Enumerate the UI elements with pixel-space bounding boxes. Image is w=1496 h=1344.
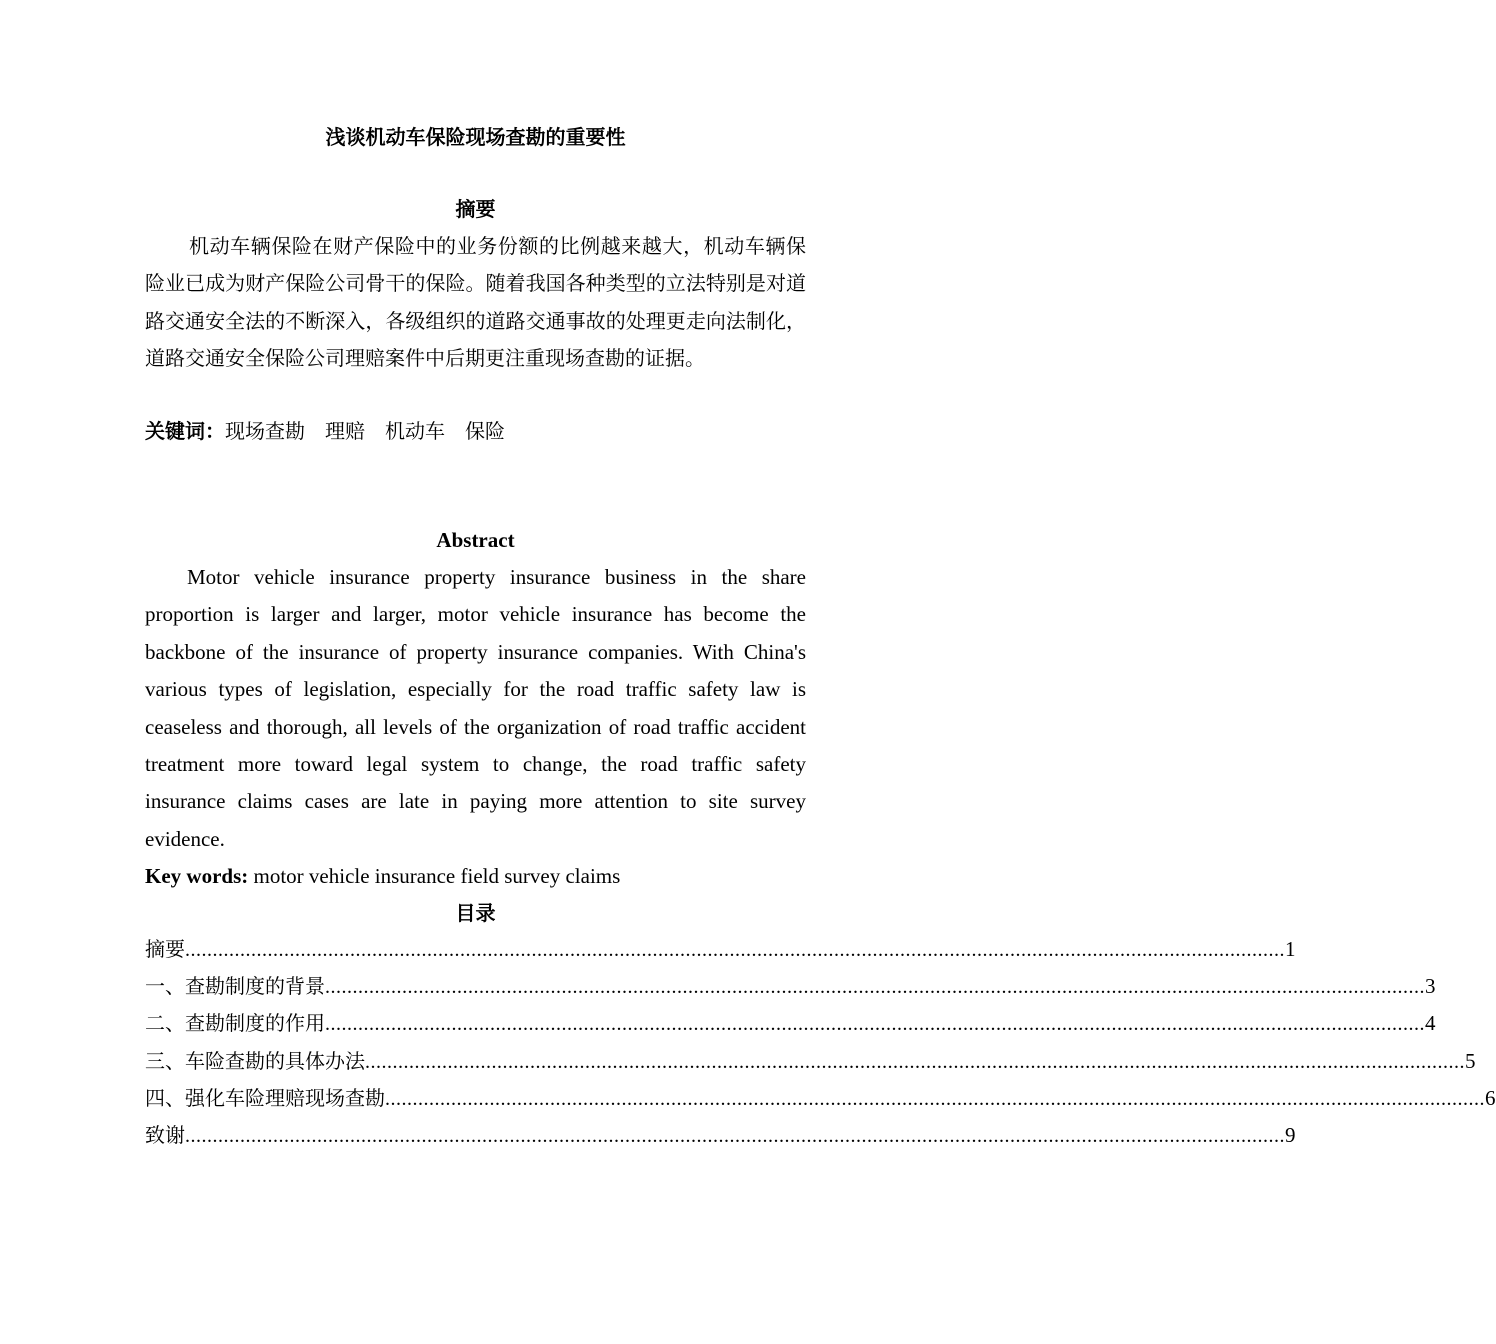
toc-entry-label: 四、强化车险理赔现场查勘 — [145, 1085, 385, 1110]
toc-entry-label: 三、车险查勘的具体办法 — [145, 1048, 365, 1073]
toc-entry-page: 6 — [1485, 1085, 1496, 1110]
keywords-en — [145, 858, 806, 895]
toc-leader-dots: ........................................................................................................................................................................................................ — [185, 1124, 1285, 1147]
toc-entry-page: 5 — [1465, 1048, 1476, 1073]
toc-entry-label: 二、查勘制度的作用 — [145, 1011, 325, 1036]
toc-entry-page: 1 — [1285, 937, 1296, 961]
keywords-cn — [145, 413, 806, 450]
toc-leader-dots: ........................................................................................................................................................................................................ — [325, 976, 1425, 999]
toc-entry[interactable] — [145, 1117, 1296, 1154]
toc-entry[interactable] — [145, 1005, 1436, 1042]
keyword-cn: 理赔 — [325, 419, 365, 443]
abstract-en-body: Motor vehicle insurance property insurance business in the share proportion is larger and larger, motor vehicle insurance has become the backbone of the insurance of property insurance companies. With China's various types of legislation, especially for the road traffic safety law is ceaseless and thorough, all levels of the organization of road traffic accident treatment more toward legal system to change, the road traffic safety insurance claims cases are late in paying more attention to site survey evidence. — [145, 565, 806, 851]
toc-leader-dots: ........................................................................................................................................................................................................ — [365, 1050, 1465, 1073]
keyword-cn: 保险 — [465, 419, 505, 443]
toc-heading: 目录 — [455, 901, 496, 925]
abstract-cn-body: 机动车辆保险在财产保险中的业务份额的比例越来越大，机动车辆保险业已成为财产保险公司骨干的保险。随着我国各种类型的立法特别是对道路交通安全法的不断深入，各级组织的道路交通事故的处理更走向法制化，道路交通安全保险公司理赔案件中后期更注重现场查勘的证据。 — [145, 234, 806, 370]
abstract-en-heading: Abstract — [436, 528, 515, 552]
document-title: 浅谈机动车保险现场查勘的重要性 — [325, 125, 626, 149]
toc-entry-page: 4 — [1425, 1011, 1436, 1036]
toc-leader-dots: ........................................................................................................................................................................................................ — [185, 939, 1285, 961]
keyword-cn: 机动车 — [385, 419, 445, 443]
keywords-en-value: motor vehicle insurance field survey claims — [253, 864, 621, 888]
table-of-contents — [145, 931, 1496, 1154]
toc-entry[interactable] — [145, 968, 1436, 1005]
toc-entry[interactable] — [145, 1080, 1496, 1117]
keyword-cn: 现场查勘 — [225, 419, 305, 443]
toc-entry[interactable] — [145, 931, 1296, 968]
keywords-cn-label: 关键词： — [145, 419, 225, 443]
toc-entry-label: 摘要 — [145, 937, 185, 961]
toc-entry-page: 3 — [1425, 974, 1436, 999]
toc-entry-label: 致谢 — [145, 1122, 185, 1147]
abstract-cn-heading: 摘要 — [455, 197, 496, 221]
toc-entry-label: 一、查勘制度的背景 — [145, 974, 325, 999]
toc-entry-page: 9 — [1285, 1122, 1296, 1147]
toc-leader-dots: ........................................................................................................................................................................................................ — [325, 1013, 1425, 1036]
keywords-en-label: Key words: — [145, 864, 249, 888]
toc-leader-dots: ........................................................................................................................................................................................................ — [385, 1087, 1485, 1110]
toc-entry[interactable] — [145, 1043, 1476, 1080]
